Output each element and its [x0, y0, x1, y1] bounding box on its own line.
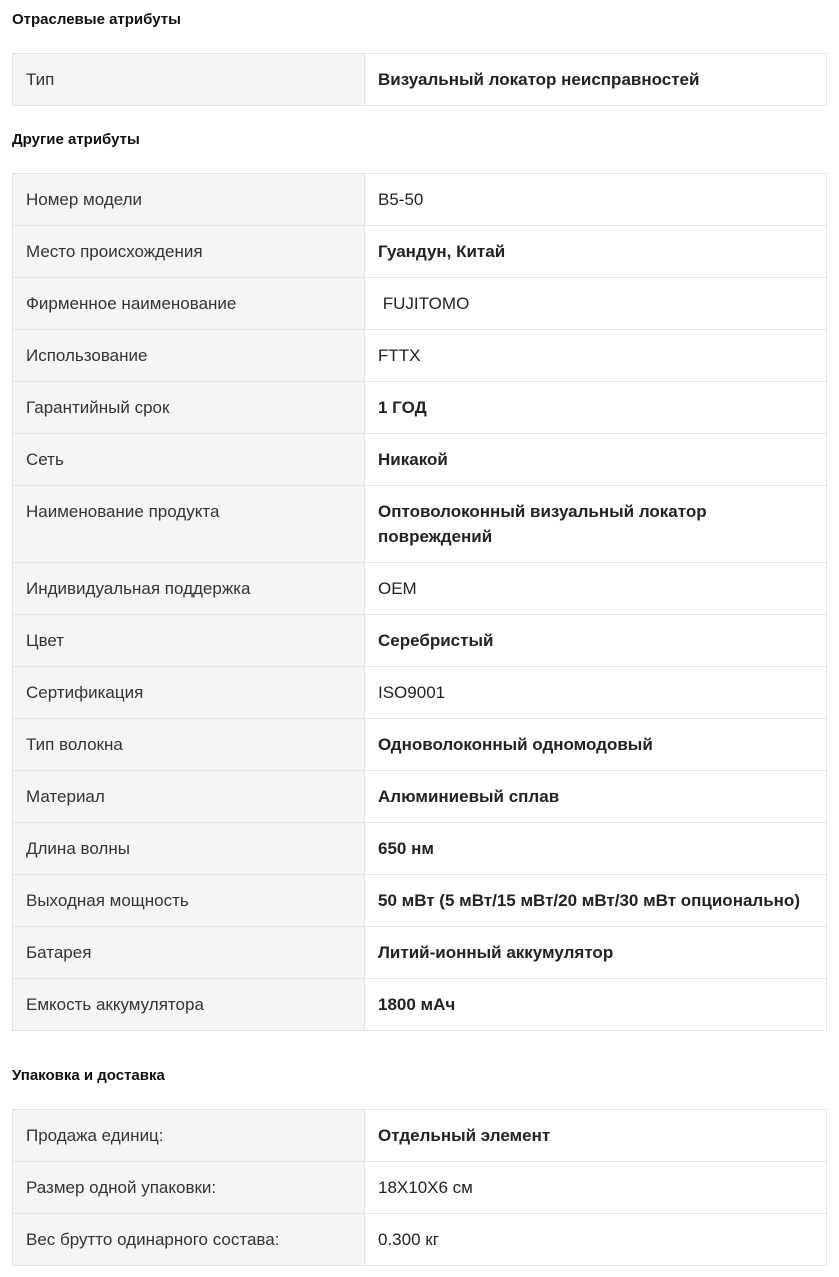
table-row — [13, 486, 827, 563]
attribute-key: Размер одной упаковки: — [13, 1162, 365, 1214]
attribute-value: Гуандун, Китай — [365, 226, 827, 278]
attribute-value: B5-50 — [365, 174, 827, 226]
other-attributes-table — [12, 173, 827, 1031]
attribute-key: Емкость аккумулятора — [13, 979, 365, 1031]
attribute-key: Батарея — [13, 927, 365, 979]
attribute-value: Оптоволоконный визуальный локатор повреждений — [365, 486, 827, 563]
table-row — [13, 54, 827, 106]
packaging-table — [12, 1109, 827, 1266]
attribute-value: Никакой — [365, 434, 827, 486]
table-row — [13, 226, 827, 278]
attribute-value: Алюминиевый сплав — [365, 771, 827, 823]
attribute-key: Сеть — [13, 434, 365, 486]
table-row — [13, 563, 827, 615]
table-row — [13, 927, 827, 979]
attribute-value: Одноволоконный одномодовый — [365, 719, 827, 771]
attribute-key: Гарантийный срок — [13, 382, 365, 434]
attribute-key: Продажа единиц: — [13, 1110, 365, 1162]
attribute-key: Использование — [13, 330, 365, 382]
attribute-value: Серебристый — [365, 615, 827, 667]
attribute-value: Визуальный локатор неисправностей — [365, 54, 827, 106]
table-row — [13, 771, 827, 823]
attribute-key: Номер модели — [13, 174, 365, 226]
table-row — [13, 1110, 827, 1162]
table-row — [13, 1214, 827, 1266]
attribute-key: Наименование продукта — [13, 486, 365, 563]
table-row — [13, 823, 827, 875]
attribute-value: 50 мВт (5 мВт/15 мВт/20 мВт/30 мВт опционально) — [365, 875, 827, 927]
table-row — [13, 667, 827, 719]
table-row — [13, 979, 827, 1031]
attribute-key: Тип волокна — [13, 719, 365, 771]
section-title-packaging: Упаковка и доставка — [12, 1067, 165, 1084]
table-row — [13, 1162, 827, 1214]
table-row — [13, 330, 827, 382]
attribute-key: Место происхождения — [13, 226, 365, 278]
industry-attributes-table — [12, 53, 827, 106]
attribute-key: Длина волны — [13, 823, 365, 875]
attribute-value: OEM — [365, 563, 827, 615]
attribute-key: Индивидуальная поддержка — [13, 563, 365, 615]
attribute-key: Выходная мощность — [13, 875, 365, 927]
attribute-key: Материал — [13, 771, 365, 823]
attribute-value: 650 нм — [365, 823, 827, 875]
table-row — [13, 382, 827, 434]
table-row — [13, 615, 827, 667]
attribute-value: 0.300 кг — [365, 1214, 827, 1266]
table-row — [13, 278, 827, 330]
attribute-key: Сертификация — [13, 667, 365, 719]
section-title-industry: Отраслевые атрибуты — [12, 11, 181, 28]
attribute-key: Вес брутто одинарного состава: — [13, 1214, 365, 1266]
attribute-value: FUJITOMO — [365, 278, 827, 330]
attribute-key: Тип — [13, 54, 365, 106]
attribute-value: 1 ГОД — [365, 382, 827, 434]
table-row — [13, 875, 827, 927]
attribute-key: Фирменное наименование — [13, 278, 365, 330]
attribute-value: Литий-ионный аккумулятор — [365, 927, 827, 979]
attribute-value: FTTX — [365, 330, 827, 382]
attribute-value: 1800 мАч — [365, 979, 827, 1031]
attribute-value: 18X10X6 см — [365, 1162, 827, 1214]
attribute-key: Цвет — [13, 615, 365, 667]
table-row — [13, 174, 827, 226]
section-title-other: Другие атрибуты — [12, 131, 140, 148]
table-row — [13, 434, 827, 486]
table-row — [13, 719, 827, 771]
attribute-value: Отдельный элемент — [365, 1110, 827, 1162]
attribute-value: ISO9001 — [365, 667, 827, 719]
